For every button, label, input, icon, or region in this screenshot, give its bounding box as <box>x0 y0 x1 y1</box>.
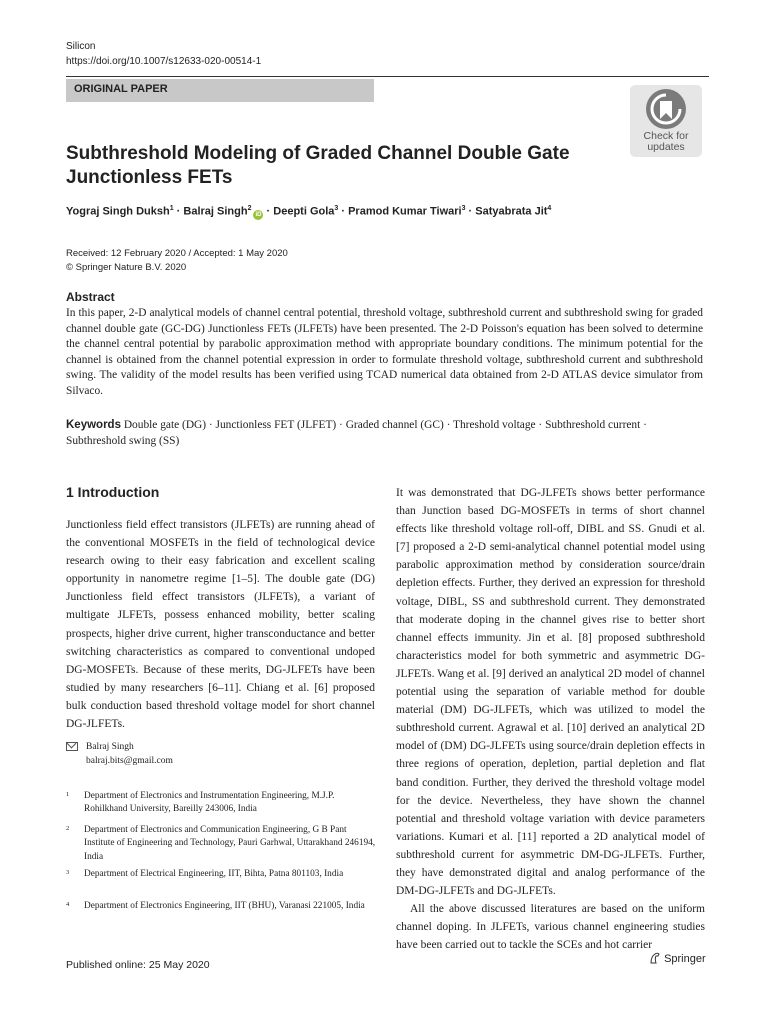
affiliation-number: 1 <box>66 791 70 798</box>
crossmark-icon <box>646 89 686 129</box>
section-heading-introduction: 1 Introduction <box>66 484 160 500</box>
author-list: Yograj Singh Duksh$^1$ · Balraj Singh$^2$iD · Deepti Gola$^3$ · Pramod Kumar Tiwari$^3$ · Satyabrata Jit$^4$ <box>66 205 552 218</box>
intro-paragraph: All the above discussed literatures are based on the uniform channel doping. In JLFETs, various channel engineering studies have been carried out to tackle the SCEs and hot carrier <box>396 903 705 952</box>
affiliation-text: Department of Electronics and Instrumentation Engineering, M.J.P. Rohilkhand University, Bareilly 243006, India <box>84 791 335 815</box>
badge-line-2: updates <box>647 141 685 153</box>
intro-paragraph: Junctionless field effect transistors (JLFETs) are running ahead of the conventional MOSFETs in the field of technological device research owing to their easy fabrication and excellent scaling opportunity in nanometre regime [1–5]. The double gate (DG) Junctionless field effect transistors (JLFETs), a variant of multigate JLFETs, possess enhanced mobility, better scaling prospects, higher drive current, higher transconductance and better switching characteristics as compared to conventional undoped DG-MOSFETs. Because of these merits, DG-JLFETs have been studied by many researchers [6–11]. Chiang et al. [6] proposed bulk conduction based threshold voltage model for short channel DG-JLFETs. <box>66 519 375 731</box>
intro-paragraph: It was demonstrated that DG-JLFETs shows better performance than Junction based DG-MOSFETs in terms of short channel effects like threshold voltage roll-off, DIBL and SS. Gnudi et al. [7] proposed a 2-D semi-analytical channel potential model using parabolic approximation method by consideration source/drain depletion effects. Further, they derived an expression for threshold voltage, DIBL, SS and subthreshold current. They demonstrated that moderate doping in the channel gives rise to better short channel effects immunity. Jin et al. [8] proposed subthreshold characteristics model for both symmetric and asymmetric DG-JLFETs. Wang et al. [9] derived an analytical 2D model of channel potential using the separation of variable method for double material (DM) DG-JLFETs, which was utilized to model the subthreshold current. Agrawal et al. [10] derived an analytical 2D model of (DM) DG-JLFETs using source/drain depletion effects in three regions of operation, depletion, partial depletion and flat band condition. Further, they derived the threshold voltage model for the device. Nevertheless, they have shown the channel potential and threshold voltage variation with device parameters variations. Kumari et al. [11] reported a 2D analytical model of subthreshold current for asymmetric DM-DG-JLFETs. Further, they have demonstrated digital and analog performance of the DM-DG-JLFETs and DG-JLFETs. <box>396 487 705 898</box>
publisher-name: Springer <box>664 953 706 965</box>
author-affil-mark: 3 <box>461 205 466 212</box>
affiliation-text: Department of Electrical Engineering, IIT, Bihta, Patna 801103, India <box>84 869 344 879</box>
author-name[interactable]: Yograj Singh Duksh <box>66 205 170 218</box>
doi-link[interactable]: https://doi.org/10.1007/s12633-020-00514-1 <box>66 56 262 67</box>
author-name[interactable]: Deepti Gola <box>273 205 335 218</box>
badge-line-1: Check for <box>643 130 689 142</box>
keywords <box>66 418 706 449</box>
envelope-icon <box>66 742 78 751</box>
affiliation <box>66 790 376 817</box>
affiliation-number: 4 <box>66 901 70 908</box>
intro-column-left <box>66 516 375 733</box>
author-affil-mark: 3 <box>334 205 339 212</box>
orcid-icon[interactable]: iD <box>255 211 262 218</box>
affiliation <box>66 900 376 913</box>
publisher-logo[interactable] <box>649 952 706 965</box>
check-for-updates-badge[interactable] <box>630 85 702 157</box>
article-type-banner: ORIGINAL PAPER <box>66 79 374 102</box>
paper-title: Subthreshold Modeling of Graded Channel Double Gate Junctionless FETs <box>66 143 570 188</box>
published-online-date: Published online: 25 May 2020 <box>66 959 210 971</box>
affiliation-text: Department of Electronics Engineering, IIT (BHU), Varanasi 221005, India <box>84 901 365 911</box>
corresponding-author-email[interactable]: balraj.bits@gmail.com <box>86 755 173 766</box>
header-divider <box>66 76 709 77</box>
author-affil-mark: 1 <box>169 205 174 212</box>
abstract-heading: Abstract <box>66 290 115 304</box>
affiliation-text: Department of Electronics and Communication Engineering, G B Pant Institute of Engineering and Technology, Pauri Garhwal, Uttarakhand 246194, India <box>84 825 376 862</box>
affiliation <box>66 824 376 864</box>
received-accepted-dates: Received: 12 February 2020 / Accepted: 1 May 2020 <box>66 248 288 259</box>
correspondence-block <box>66 741 173 768</box>
abstract-text: In this paper, 2-D analytical models of channel central potential, threshold voltage, subthreshold current and subthreshold swing for graded channel double gate (GC-DG) Junctionless FETs (JLFETs) have been presented. The 2-D Poisson's equation has been solved to determine the channel central potential by parabolic approximation method with appropriate boundary conditions. The minimum potential for the channel is obtained from the channel potential expression in order to formulate threshold voltage, subthreshold current and subthreshold swing. The validity of the model results has been verified using TCAD numerical data obtained from 2-D ATLAS device simulator from Silvaco. <box>66 307 703 397</box>
author-name[interactable]: Pramod Kumar Tiwari <box>348 205 462 218</box>
springer-horse-icon <box>649 952 661 964</box>
keywords-text: Double gate (DG) · Junctionless FET (JLFET) · Graded channel (GC) · Threshold voltage · Subthreshold current · Subthreshold swing (SS) <box>66 419 647 447</box>
corresponding-author-name: Balraj Singh <box>86 742 134 752</box>
author-affil-mark: 4 <box>547 205 552 212</box>
affiliation-number: 2 <box>66 825 70 832</box>
author-affil-mark: 2 <box>247 205 252 212</box>
author-name[interactable]: Balraj Singh <box>183 205 248 218</box>
keywords-label: Keywords <box>66 419 121 431</box>
author-name[interactable]: Satyabrata Jit <box>475 205 548 218</box>
affiliation <box>66 868 376 881</box>
journal-name: Silicon <box>66 41 96 52</box>
intro-column-right <box>396 484 705 954</box>
copyright-notice: © Springer Nature B.V. 2020 <box>66 262 187 273</box>
affiliation-number: 3 <box>66 869 70 876</box>
